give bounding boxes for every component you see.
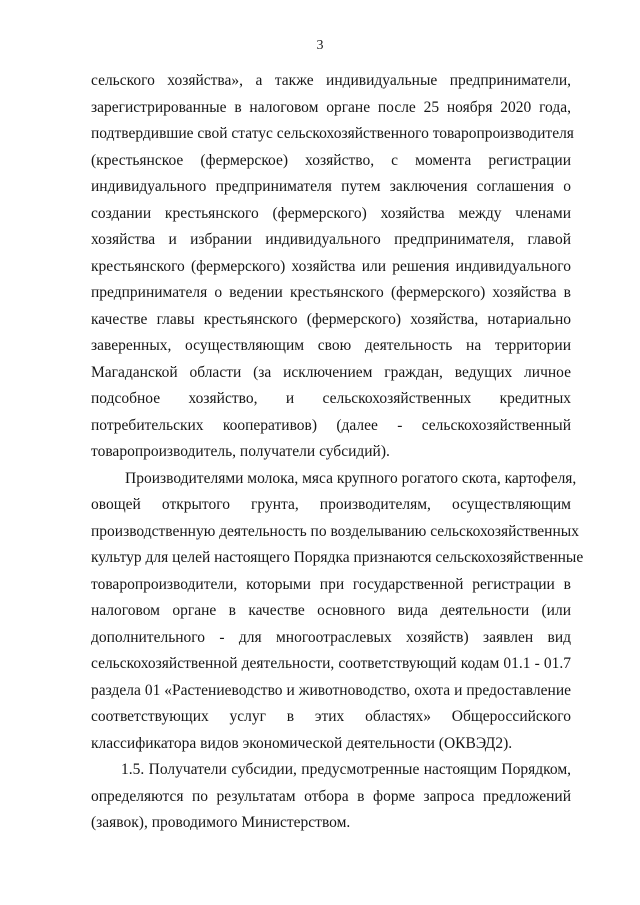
paragraph-producers: [91, 466, 584, 758]
text-line: индивидуального предпринимателя путем заключения соглашения о: [91, 178, 571, 195]
text-line: сельскохозяйственной деятельности, соответствующий кодам 01.1 - 01.7: [91, 655, 571, 672]
text-line: зарегистрированные в налоговом органе после 25 ноября 2020 года,: [91, 98, 571, 116]
text-line: предпринимателя о ведении крестьянского (фермерского) хозяйства в: [91, 284, 571, 301]
text-line: товаропроизводитель, получатели субсидий).: [91, 443, 390, 460]
paragraph-recipients-definition: [91, 68, 574, 466]
text-line: соответствующих услуг в этих областях» Общероссийского: [91, 708, 571, 725]
text-line: раздела 01 «Растениеводство и животноводство, охота и предоставление: [91, 681, 571, 699]
text-line: создании крестьянского (фермерского) хозяйства между членами: [91, 204, 571, 222]
text-line: товаропроизводители, которыми при государственной регистрации в: [91, 575, 571, 593]
text-line: качестве главы крестьянского (фермерского) хозяйства, нотариально: [91, 310, 571, 328]
text-line: Магаданской области (за исключением граждан, ведущих личное: [91, 363, 571, 381]
text-line: налоговом органе в качестве основного вида деятельности (или: [91, 602, 571, 619]
text-line: крестьянского (фермерского) хозяйства или решения индивидуального: [91, 257, 571, 275]
text-line: хозяйства и избрании индивидуального предпринимателя, главой: [91, 231, 571, 248]
page-number: 3: [316, 38, 324, 53]
text-line: заверенных, осуществляющим свою деятельность на территории: [91, 337, 571, 354]
text-line: определяются по результатам отбора в форме запроса предложений: [91, 787, 571, 805]
text-line: подтвердившие свой статус сельскохозяйственного товаропроизводителя: [91, 125, 574, 142]
text-line: дополнительного - для многоотраслевых хозяйств) заявлен вид: [91, 628, 571, 646]
text-line: (крестьянское (фермерское) хозяйство, с момента регистрации: [91, 151, 571, 169]
text-line: классификатора видов экономической деятельности (ОКВЭД2).: [91, 734, 513, 752]
text-line: (заявок), проводимого Министерством.: [91, 814, 351, 831]
paragraph-selection: [91, 757, 571, 837]
document-body: [91, 68, 584, 837]
text-line: сельского хозяйства», а также индивидуальные предприниматели,: [91, 72, 571, 89]
text-line: 1.5. Получатели субсидии, предусмотренные настоящим Порядком,: [121, 761, 571, 778]
text-line: потребительских кооперативов) (далее - сельскохозяйственный: [91, 416, 571, 434]
text-line: производственную деятельность по возделыванию сельскохозяйственных: [91, 522, 579, 540]
text-line: Производителями молока, мяса крупного рогатого скота, картофеля,: [125, 469, 577, 487]
text-line: подсобное хозяйство, и сельскохозяйственных кредитных: [91, 390, 571, 407]
text-line: культур для целей настоящего Порядка признаются сельскохозяйственные: [91, 549, 584, 566]
text-line: овощей открытого грунта, производителям, осуществляющим: [91, 496, 571, 513]
